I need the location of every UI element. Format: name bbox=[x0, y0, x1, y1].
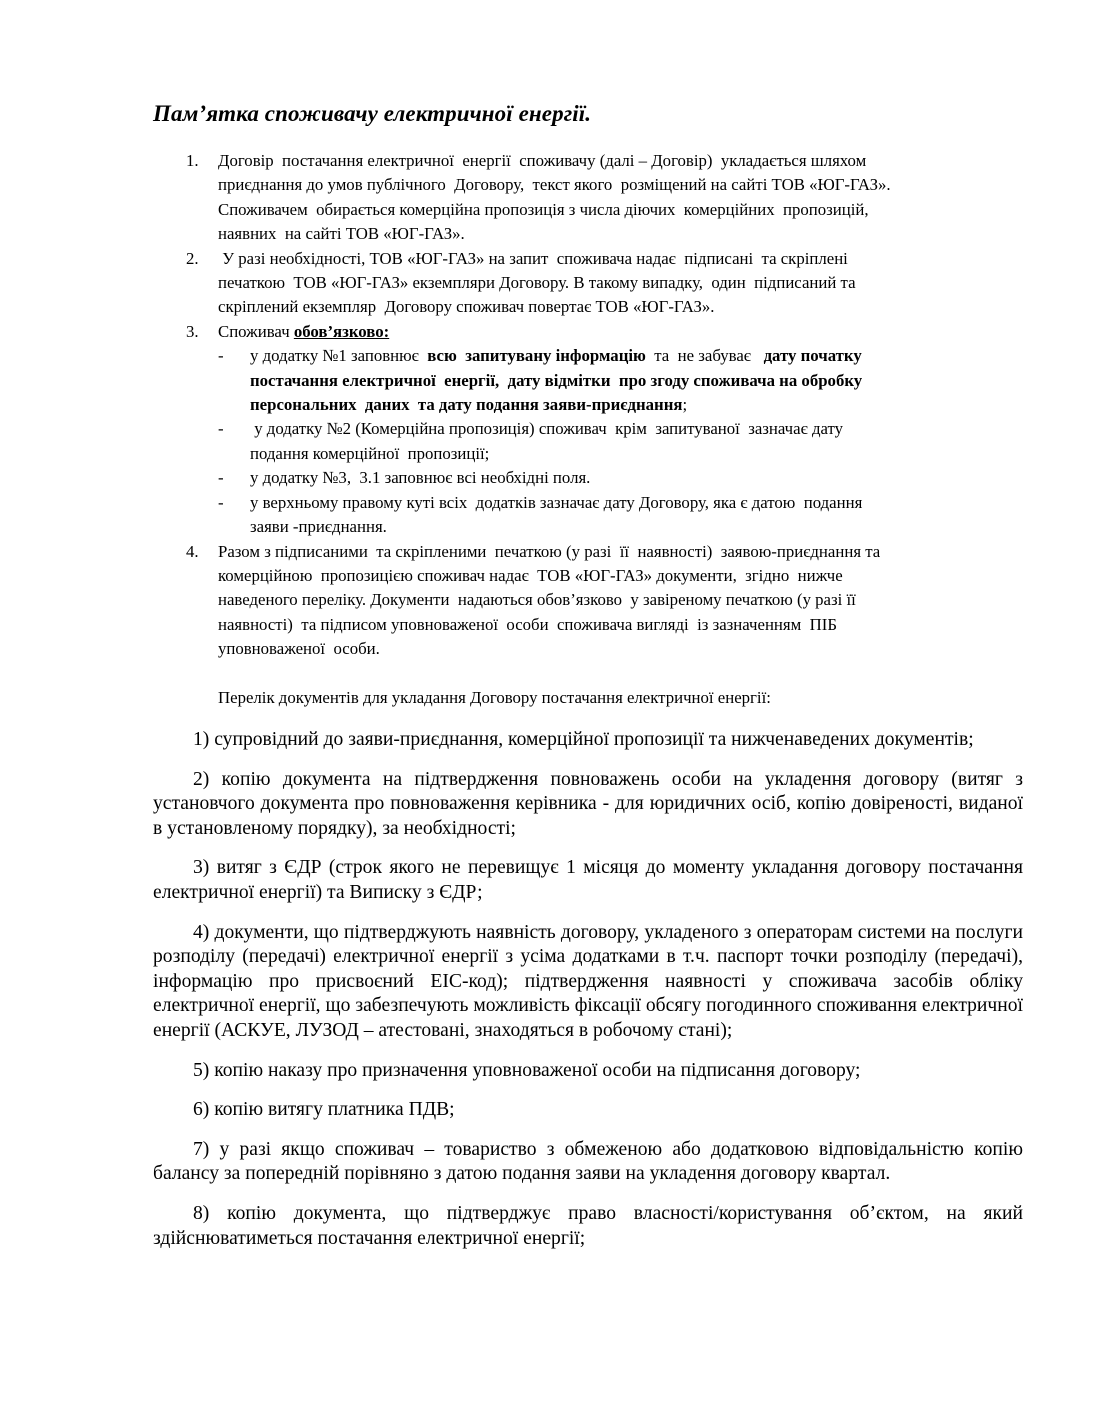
document-item-8: 8) копію документа, що підтверджує право власності/користування об’єктом, на який здійснюватиметься постачання електричної енергії; bbox=[153, 1202, 1023, 1249]
item-line: печаткою ТОВ «ЮГ-ГАЗ» екземпляри Договору. В такому випадку, один підписаний та bbox=[218, 273, 856, 293]
sub-item-line: у додатку №3, 3.1 заповнює всі необхідні поля. bbox=[250, 468, 591, 488]
dash-bullet: - bbox=[218, 468, 224, 488]
sub-text: у додатку №1 заповнює bbox=[250, 346, 428, 366]
item-line: наявних на сайті ТОВ «ЮГ-ГАЗ». bbox=[218, 224, 465, 244]
sub-item-annex-3 bbox=[218, 466, 1006, 490]
instruction-item-1 bbox=[186, 149, 1006, 247]
item-line: Споживачем обирається комерційна пропозиція з числа діючих комерційних пропозицій, bbox=[218, 199, 869, 219]
item-number: 3. bbox=[186, 321, 199, 341]
item-line: У разі необхідності, ТОВ «ЮГ-ГАЗ» на запит споживача надає підписані та скріплені bbox=[218, 248, 848, 268]
documents-list bbox=[153, 728, 1023, 1266]
dash-bullet: - bbox=[218, 492, 224, 512]
sub-item-line: у додатку №2 (Комерційна пропозиція) споживач крім запитуваної зазначає дату bbox=[250, 419, 844, 439]
sub-item-line: заяви -приєднання. bbox=[250, 517, 387, 537]
document-item-1: 1) супровідний до заяви-приєднання, комерційної пропозиції та нижченаведених документів; bbox=[193, 729, 974, 750]
intro-text: Споживач bbox=[218, 321, 294, 341]
sub-text-bold: всю запитувану інформацію bbox=[427, 346, 646, 366]
sub-text-bold: дату початку bbox=[759, 346, 862, 366]
sub-item-line: постачання електричної енергії, дату відмітки про згоду споживача на обробку bbox=[250, 370, 863, 390]
sub-item-annex-1 bbox=[218, 344, 1006, 417]
instruction-item-3 bbox=[186, 320, 1006, 540]
item-intro bbox=[218, 320, 1006, 344]
item-line: Разом з підписаними та скріпленими печаткою (у разі її наявності) заявою-приєднання та bbox=[218, 541, 881, 561]
sub-item-line: подання комерційної пропозиції; bbox=[250, 443, 490, 463]
item-number: 2. bbox=[186, 248, 199, 268]
mandatory-emphasis: обов’язково: bbox=[293, 321, 390, 341]
memo-title: Пам’ятка споживачу електричної енергії. bbox=[153, 101, 592, 126]
item-line: Договір постачання електричної енергії споживачу (далі – Договір) укладається шляхом bbox=[218, 151, 867, 170]
instruction-item-4 bbox=[186, 540, 1006, 662]
item-line: комерційною пропозицією споживач надає ТОВ «ЮГ-ГАЗ» документи, згідно нижче bbox=[218, 565, 843, 585]
sub-text: ; bbox=[682, 395, 688, 415]
document-item-2: 2) копію документа на підтвердження повноважень особи на укладення договору (витяг з установчого документа про повноваження керівника - для юридичних осіб, копію довіреності, виданої в установленому порядку), за необхідності; bbox=[153, 768, 1023, 839]
document-item-4: 4) документи, що підтверджують наявність договору, укладеного з операторам системи на послуги розподілу (передачі) електричної енергії з усіма додатками в т.ч. паспорт точки розподілу (передачі), інформацію про присвоєний ЕІС-код); підтвердження наявності у споживача засобів обліку електричної енергії, що забезпечують можливість фіксації обсягу погодинного споживання електричної енергії (АСКУЕ, ЛУЗОД – атестовані, знаходяться в робочому стані); bbox=[153, 921, 1023, 1041]
document-item-7: 7) у разі якщо споживач – товариство з обмеженою або додатковою відповідальністю копію балансу за попередній порівняно з датою подання заяви на укладення договору квартал. bbox=[153, 1138, 1023, 1185]
instruction-item-2 bbox=[186, 247, 1006, 320]
document-item-5: 5) копію наказу про призначення уповноваженої особи на підписання договору; bbox=[193, 1059, 861, 1081]
item-line: приєднання до умов публічного Договору, текст якого розміщений на сайті ТОВ «ЮГ-ГАЗ». bbox=[218, 175, 891, 195]
item-line: наявності) та підписом уповноваженої особи споживача вигляді із зазначенням ПІБ bbox=[218, 614, 837, 634]
document-item-6: 6) копію витягу платника ПДВ; bbox=[193, 1099, 455, 1121]
numbered-instructions bbox=[186, 149, 1006, 662]
sub-item-line bbox=[250, 393, 1006, 417]
dash-bullet: - bbox=[218, 419, 224, 439]
item-line: наведеного переліку. Документи надаються обов’язково у завіреному печаткою (у разі її bbox=[218, 590, 856, 610]
item-line: скріплений екземпляр Договору споживач повертає ТОВ «ЮГ-ГАЗ». bbox=[218, 297, 715, 317]
sub-item-contract-date bbox=[218, 491, 1006, 540]
sub-item-line bbox=[250, 344, 1006, 368]
sub-text: та не забуває bbox=[645, 346, 760, 366]
sub-item-annex-2 bbox=[218, 417, 1006, 466]
item-line: уповноваженої особи. bbox=[218, 639, 380, 659]
item-number: 1. bbox=[186, 151, 199, 170]
sub-text-bold: персональних даних та дату подання заяви-приєднання bbox=[250, 395, 683, 415]
sub-item-line: у верхньому правому куті всіх додатків зазначає дату Договору, яка є датою подання bbox=[250, 492, 863, 512]
document-item-3: 3) витяг з ЄДР (строк якого не перевищує 1 місяця до моменту укладання договору постачання електричної енергії) та Виписку з ЄДР; bbox=[153, 857, 1023, 903]
documents-list-heading: Перелік документів для укладання Договору постачання електричної енергії: bbox=[218, 688, 771, 707]
dash-bullet: - bbox=[218, 346, 224, 366]
item-number: 4. bbox=[186, 541, 199, 561]
